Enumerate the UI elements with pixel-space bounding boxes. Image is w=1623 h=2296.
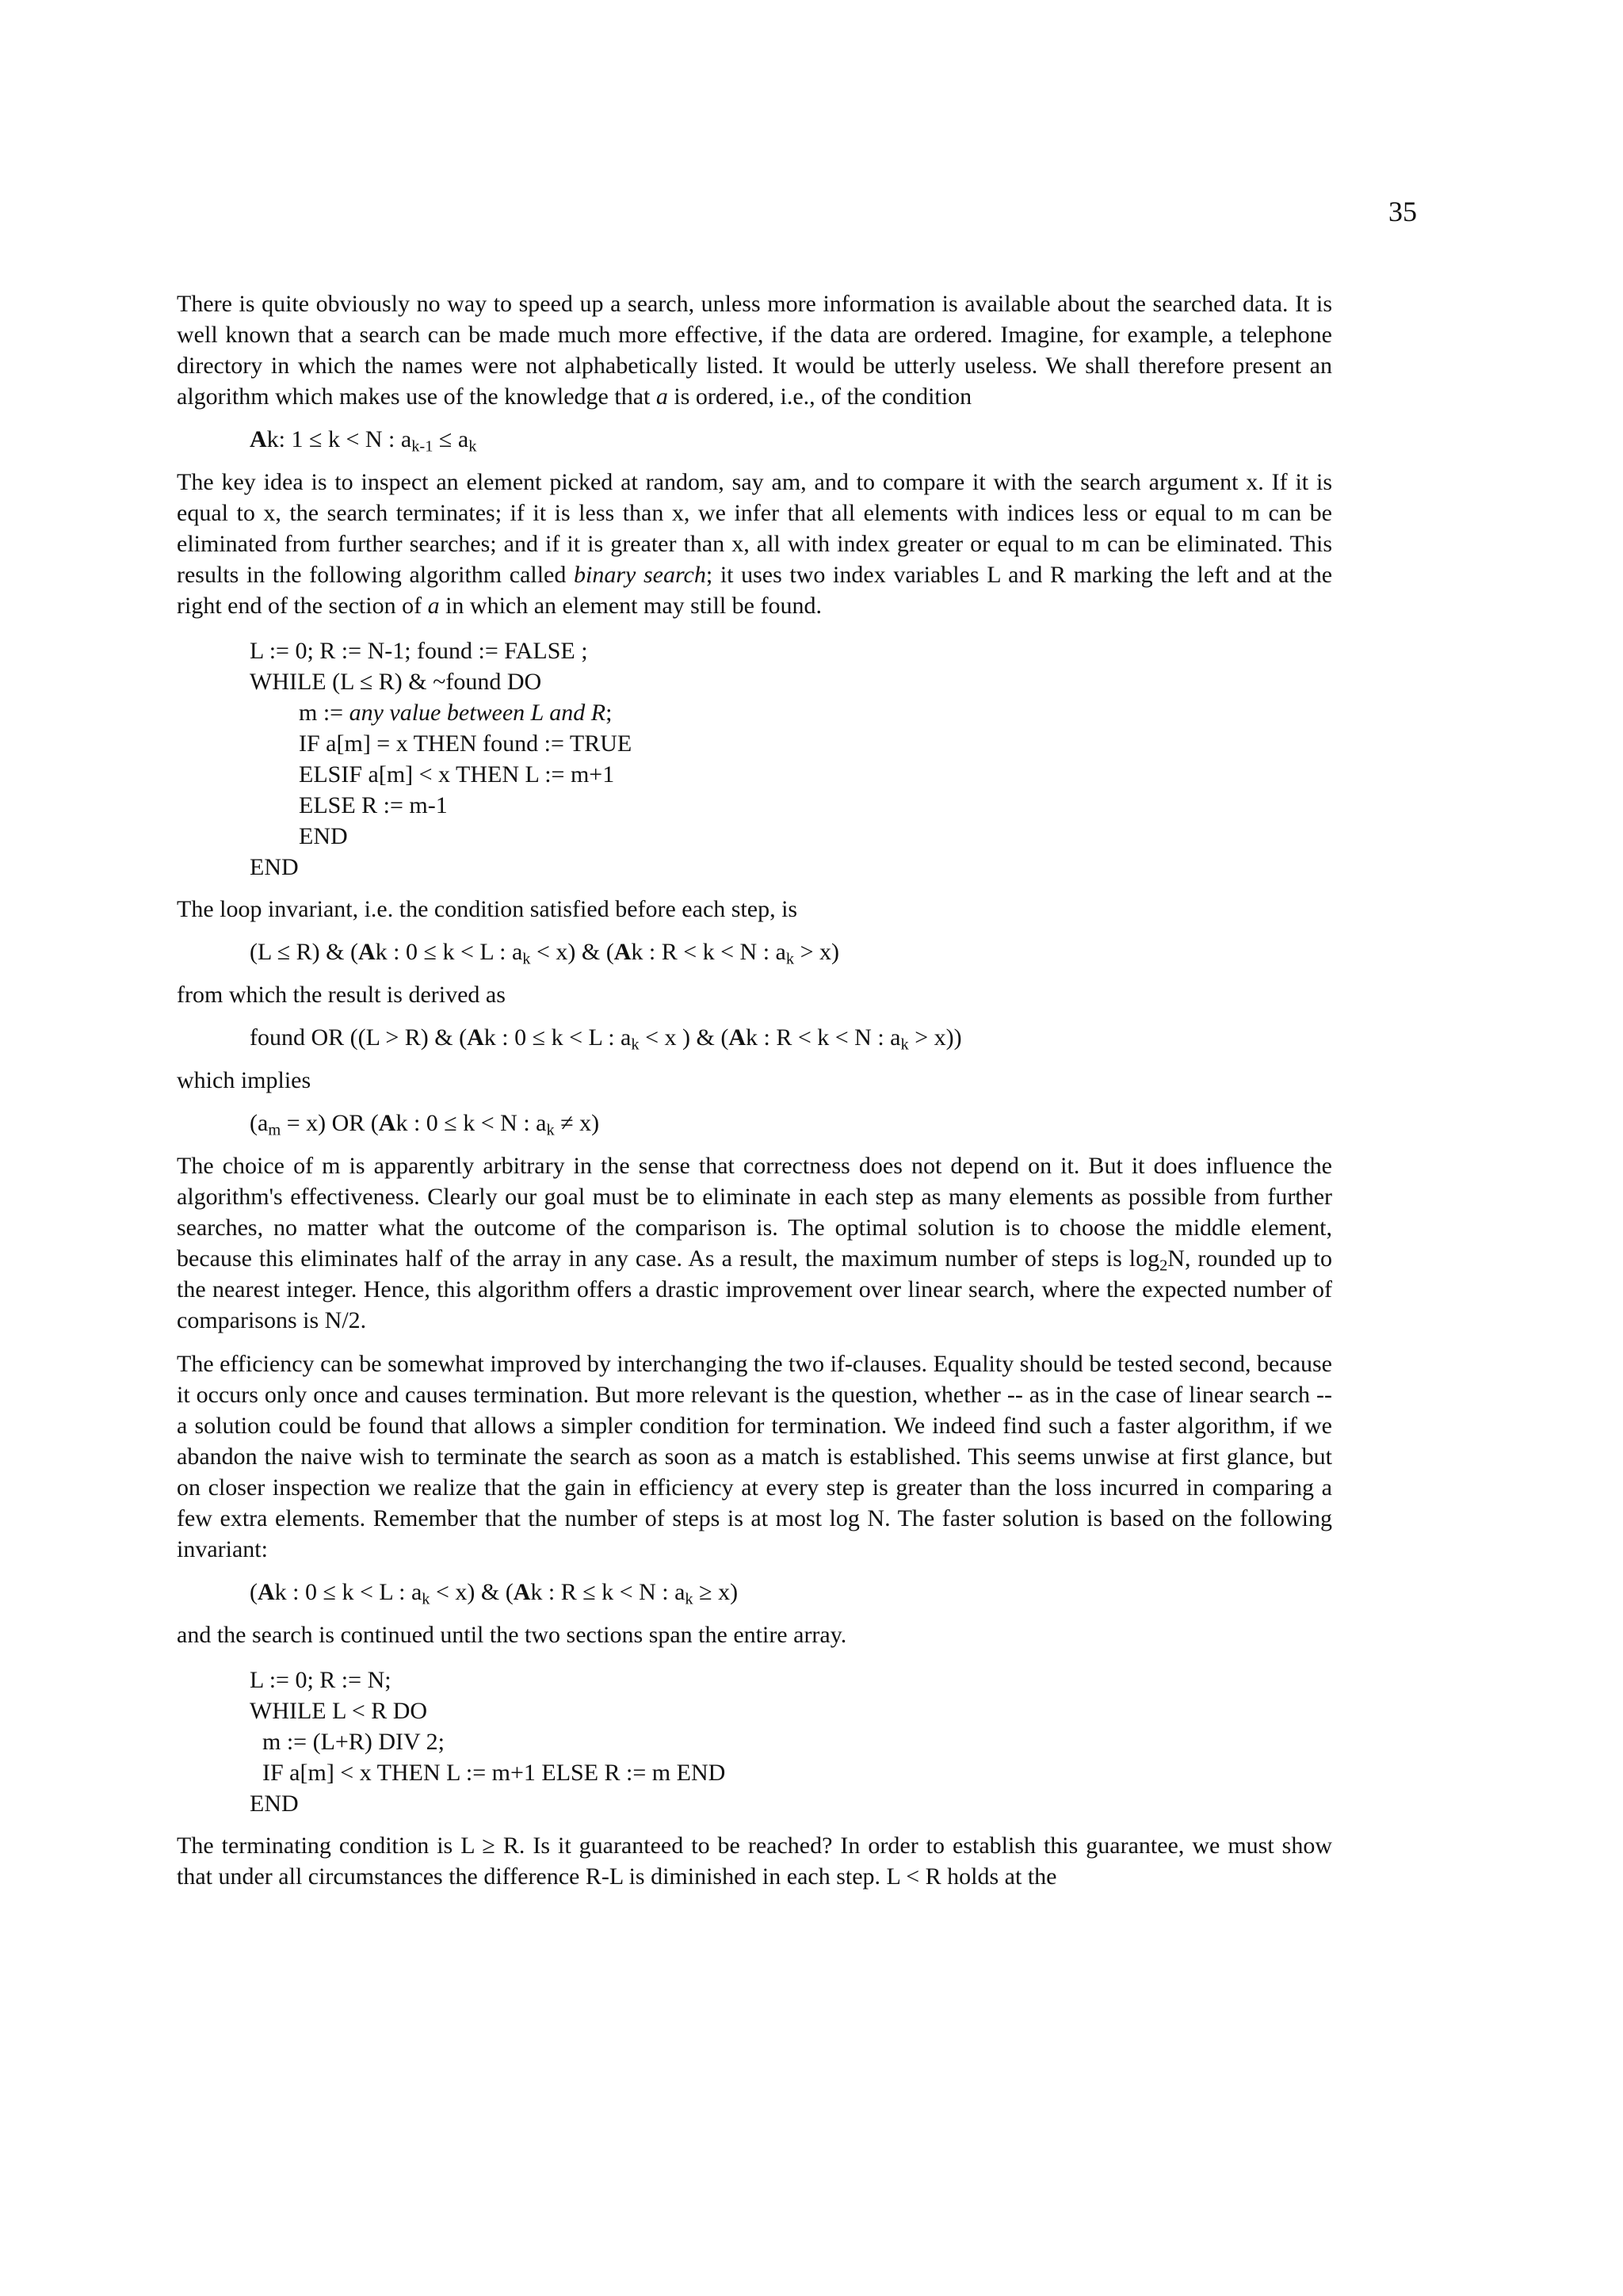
code-block-binary-search (177, 635, 1332, 883)
code-line: m := (L+R) DIV 2; (262, 1729, 445, 1755)
code-line: END (250, 1791, 299, 1817)
code-line: L := 0; R := N-1; found := FALSE ; (250, 638, 588, 664)
paragraph-search-continued: and the search is continued until the two sections span the entire array. (177, 1622, 847, 1648)
formula-faster-invariant: (Ak : 0 ≤ k < L : $a_k < x$) & (Ak : R ≤ k < N : $a_k \ge x$) (250, 1579, 739, 1608)
code-line: END (250, 854, 299, 880)
code-line: IF a[m] = x THEN found := TRUE (299, 730, 632, 757)
formula-loop-invariant: (L ≤ R) & (Ak : 0 ≤ k < L : $a_k < x$) & (Ak : R < k < N : $a_k > x$) (250, 939, 839, 968)
paragraph-loop-invariant: The loop invariant, i.e. the condition satisfied before each step, is (177, 896, 798, 922)
paragraph-result-derived: from which the result is derived as (177, 982, 506, 1008)
page-number: 35 (1388, 196, 1417, 227)
code-line: WHILE (L ≤ R) & ~found DO (250, 669, 542, 695)
formula-ordered-condition: Ak: 1 ≤ k < N : $a_{k-1} \le a_k$ (250, 426, 477, 456)
code-line: WHILE L < R DO (250, 1698, 428, 1724)
page-body (177, 288, 1332, 1892)
formula-result: found OR ((L > R) & (Ak : 0 ≤ k < L : $a_k < x$ ) & (Ak : R < k < N : $a_k > x$)) (250, 1024, 962, 1054)
code-line: ELSIF a[m] < x THEN L := m+1 (299, 761, 615, 788)
paragraph-which-implies: which implies (177, 1067, 311, 1093)
code-line: L := 0; R := N; (250, 1667, 391, 1693)
code-line: ELSE R := m-1 (299, 792, 448, 818)
paragraph-intro: There is quite obviously no way to speed up a search, unless more information is available about the searched data. It is well known that a search can be made much more effective, if the data are ordered. Imagine, for example, a telephone directory in which the names were not alphabetically listed. It would be utterly useless. We shall therefore present an algorithm which makes use of the knowledge that a is ordered, i.e., of the condition (177, 291, 1332, 410)
paragraph-efficiency: The efficiency can be somewhat improved by interchanging the two if-clauses. Equality should be tested second, because it occurs only once and causes termination. But more relevant is the question, whether -- as in the case of linear search -- a solution could be found that allows a simpler condition for termination. We indeed find such a faster algorithm, if we abandon the naive wish to terminate the search as soon as a match is established. This seems unwise at first glance, but on closer inspection we realize that the gain in efficiency at every step is greater than the loss incurred in comparing a few extra elements. Remember that the number of steps is at most log N. The faster solution is based on the following invariant: (177, 1351, 1332, 1562)
paragraph-terminating-condition: The terminating condition is L ≥ R. Is it guaranteed to be reached? In order to establish this guarantee, we must show that under all circumstances the difference R-L is diminished in each step. L < R holds at the (177, 1833, 1332, 1890)
code-line: IF a[m] < x THEN L := m+1 ELSE R := m END (262, 1760, 726, 1786)
paragraph-choice-of-m: The choice of m is apparently arbitrary in the sense that correctness does not depend on it. But it does influence the algorithm's effectiveness. Clearly our goal must be to eliminate in each step as many elements as possible from further searches, no matter what the outcome of the comparison is. The optimal solution is to choose the middle element, because this eliminates half of the array in any case. As a result, the maximum number of steps is $\log_2N$, rounded up to the nearest integer. Hence, this algorithm offers a drastic improvement over linear search, where the expected number of comparisons is N/2. (177, 1153, 1332, 1333)
formula-implication: $(a_m = x)$ OR (Ak : 0 ≤ k < N : $a_k \ne x$) (250, 1110, 600, 1139)
code-line: m := any value between L and R; (299, 700, 613, 726)
code-line: END (299, 823, 348, 849)
code-block-fast-binary-search (177, 1665, 1332, 1819)
paragraph-key-idea: The key idea is to inspect an element picked at random, say am, and to compare it with the search argument x. If it is equal to x, the search terminates; if it is less than x, we infer that all elements with indices less or equal to m can be eliminated from further searches; and if it is greater than x, all with index greater or equal to m can be eliminated. This results in the following algorithm called binary search; it uses two index variables L and R marking the left and at the right end of the section of a in which an element may still be found. (177, 469, 1333, 619)
